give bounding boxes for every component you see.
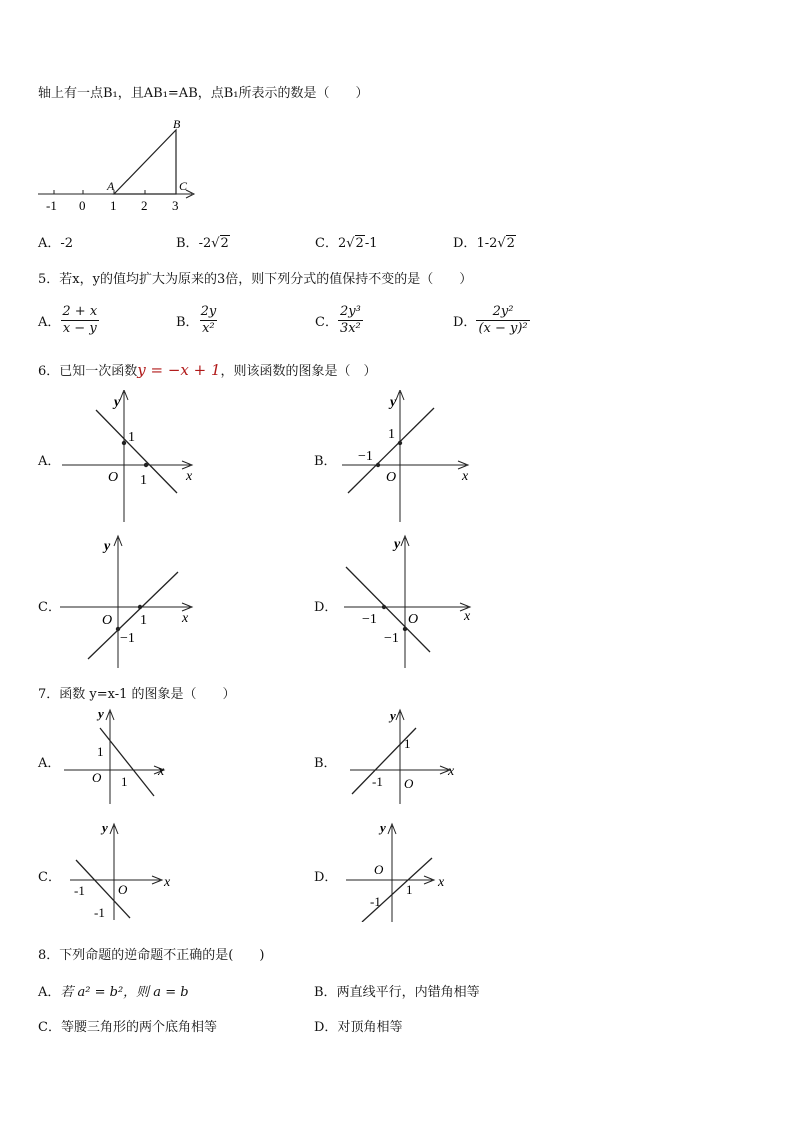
x-label: x bbox=[158, 764, 165, 779]
q7-option-b[interactable]: B． bbox=[314, 756, 337, 771]
x-intercept-label: −1 bbox=[362, 612, 377, 627]
y-label: y bbox=[390, 395, 397, 410]
origin-label: O bbox=[108, 470, 119, 485]
x-intercept-label: 1 bbox=[140, 613, 147, 628]
origin-label: O bbox=[92, 770, 102, 785]
q8-option-a[interactable]: A．若 a² = b²，则 a = b bbox=[38, 985, 189, 1000]
q6-option-d[interactable]: D． bbox=[314, 600, 338, 615]
q6-stem: 6．已知一次函数y = −x + 1，则该函数的图象是（ ） bbox=[38, 361, 377, 379]
q4-stem: 轴上有一点B₁，且AB₁=AB，点B₁所表示的数是（ ） bbox=[38, 86, 369, 101]
q8-option-b[interactable]: B．两直线平行，内错角相等 bbox=[314, 985, 480, 1000]
x-label: x bbox=[438, 875, 445, 890]
x-intercept-label: -1 bbox=[74, 883, 85, 898]
y-label: y bbox=[98, 706, 104, 721]
q5-option-d[interactable]: D． $\frac{\text{2y²}}{\text{(x − y)²}}$ bbox=[453, 304, 528, 336]
y-label: y bbox=[102, 820, 108, 835]
q6-option-a[interactable]: A． bbox=[38, 454, 61, 469]
tick-label: 3 bbox=[172, 198, 179, 213]
x-intercept-label: -1 bbox=[372, 774, 383, 789]
x-intercept-label: 1 bbox=[406, 882, 413, 897]
y-intercept-label: -1 bbox=[94, 905, 105, 920]
sqrt-icon: √2 bbox=[211, 236, 229, 251]
x-intercept-label: 1 bbox=[140, 473, 147, 488]
q7-graph-b[interactable] bbox=[348, 704, 468, 806]
q5-option-a[interactable]: A． $\frac{2 + x}{x - y}$ bbox=[38, 304, 98, 336]
sqrt-icon: √2 bbox=[346, 236, 364, 251]
fraction: $\frac{2 + x}{x - y}$ bbox=[62, 304, 98, 336]
y-intercept-label: −1 bbox=[384, 631, 399, 646]
sqrt-icon: √2 bbox=[497, 236, 515, 251]
x-label: x bbox=[164, 875, 171, 890]
q5-stem: 5．若x，y的值均扩大为原来的3倍，则下列分式的值保持不变的是（ ） bbox=[38, 272, 473, 287]
intercept-point bbox=[398, 441, 402, 445]
y-intercept-label: -1 bbox=[370, 894, 381, 909]
y-label: y bbox=[390, 708, 396, 723]
origin-label: O bbox=[118, 882, 128, 897]
origin-label: O bbox=[404, 776, 414, 791]
q8-stem: 8．下列命题的逆命题不正确的是( ) bbox=[38, 948, 265, 963]
q6-graph-a[interactable] bbox=[62, 390, 202, 526]
q7-stem: 7．函数 y=x-1 的图象是（ ） bbox=[38, 687, 236, 702]
q6-graph-d[interactable] bbox=[340, 534, 480, 670]
q8-option-c[interactable]: C．等腰三角形的两个底角相等 bbox=[38, 1020, 217, 1035]
y-label: y bbox=[114, 395, 121, 410]
q6-graph-b[interactable] bbox=[338, 390, 478, 526]
q5-option-c[interactable]: C． $\frac{\text{2y³}}{\text{3x²}}$ bbox=[315, 304, 361, 336]
fraction: $\frac{\text{2y²}}{\text{(x − y)²}}$ bbox=[478, 304, 528, 336]
q5-option-b[interactable]: B． $\frac{2y}{\text{x²}}$ bbox=[176, 304, 217, 336]
q8-option-d[interactable]: D．对顶角相等 bbox=[314, 1020, 403, 1035]
tick-label: 2 bbox=[141, 198, 148, 213]
q6-formula: y = −x + 1 bbox=[137, 361, 221, 379]
fraction: $\frac{\text{2y³}}{\text{3x²}}$ bbox=[339, 304, 361, 336]
q7-option-d[interactable]: D． bbox=[314, 870, 338, 885]
intercept-point bbox=[138, 605, 142, 609]
intercept-point bbox=[144, 463, 148, 467]
x-label: x bbox=[448, 764, 455, 779]
q4-option-d[interactable]: D．1-2√2 bbox=[453, 236, 515, 251]
triangle-abc bbox=[114, 130, 176, 194]
origin-label: O bbox=[408, 612, 419, 627]
y-intercept-label: 1 bbox=[388, 427, 395, 442]
tick-label: -1 bbox=[46, 198, 57, 213]
y-label: y bbox=[104, 539, 111, 554]
q6-graph-c[interactable] bbox=[60, 534, 200, 670]
q7-option-a[interactable]: A． bbox=[38, 756, 61, 771]
q6-option-b[interactable]: B． bbox=[314, 454, 337, 469]
function-line bbox=[362, 858, 432, 922]
intercept-point bbox=[122, 441, 126, 445]
q7-graph-a[interactable] bbox=[62, 704, 182, 806]
origin-label: O bbox=[102, 613, 113, 628]
x-label: x bbox=[464, 609, 471, 624]
fraction: $\frac{2y}{\text{x²}}$ bbox=[200, 304, 217, 336]
intercept-point bbox=[376, 463, 380, 467]
q6-option-c[interactable]: C． bbox=[38, 600, 61, 615]
x-label: x bbox=[182, 611, 189, 626]
y-label: y bbox=[394, 537, 401, 552]
intercept-point bbox=[382, 605, 386, 609]
x-intercept-label: −1 bbox=[358, 449, 373, 464]
point-a-label: A bbox=[107, 179, 115, 193]
origin-label: O bbox=[386, 470, 397, 485]
y-intercept-label: 1 bbox=[404, 736, 411, 751]
intercept-point bbox=[403, 627, 407, 631]
y-label: y bbox=[380, 820, 386, 835]
y-intercept-label: −1 bbox=[120, 631, 135, 646]
q7-graph-c[interactable] bbox=[68, 818, 188, 922]
y-intercept-label: 1 bbox=[97, 744, 104, 759]
q4-option-b[interactable]: B．-2√2 bbox=[176, 236, 229, 251]
q4-option-a[interactable]: A．-2 bbox=[38, 236, 74, 251]
y-intercept-label: 1 bbox=[128, 430, 135, 445]
q4-number-line-figure bbox=[34, 112, 204, 216]
tick-label: 1 bbox=[110, 198, 117, 213]
point-c-label: C bbox=[179, 179, 188, 193]
point-b-label: B bbox=[173, 117, 181, 131]
q7-graph-d[interactable] bbox=[344, 818, 464, 922]
q7-option-c[interactable]: C． bbox=[38, 870, 61, 885]
q4-option-c[interactable]: C．2√2-1 bbox=[315, 236, 378, 251]
tick-label: 0 bbox=[79, 198, 86, 213]
x-label: x bbox=[462, 469, 469, 484]
x-label: x bbox=[186, 469, 193, 484]
origin-label: O bbox=[374, 862, 384, 877]
x-intercept-label: 1 bbox=[121, 774, 128, 789]
